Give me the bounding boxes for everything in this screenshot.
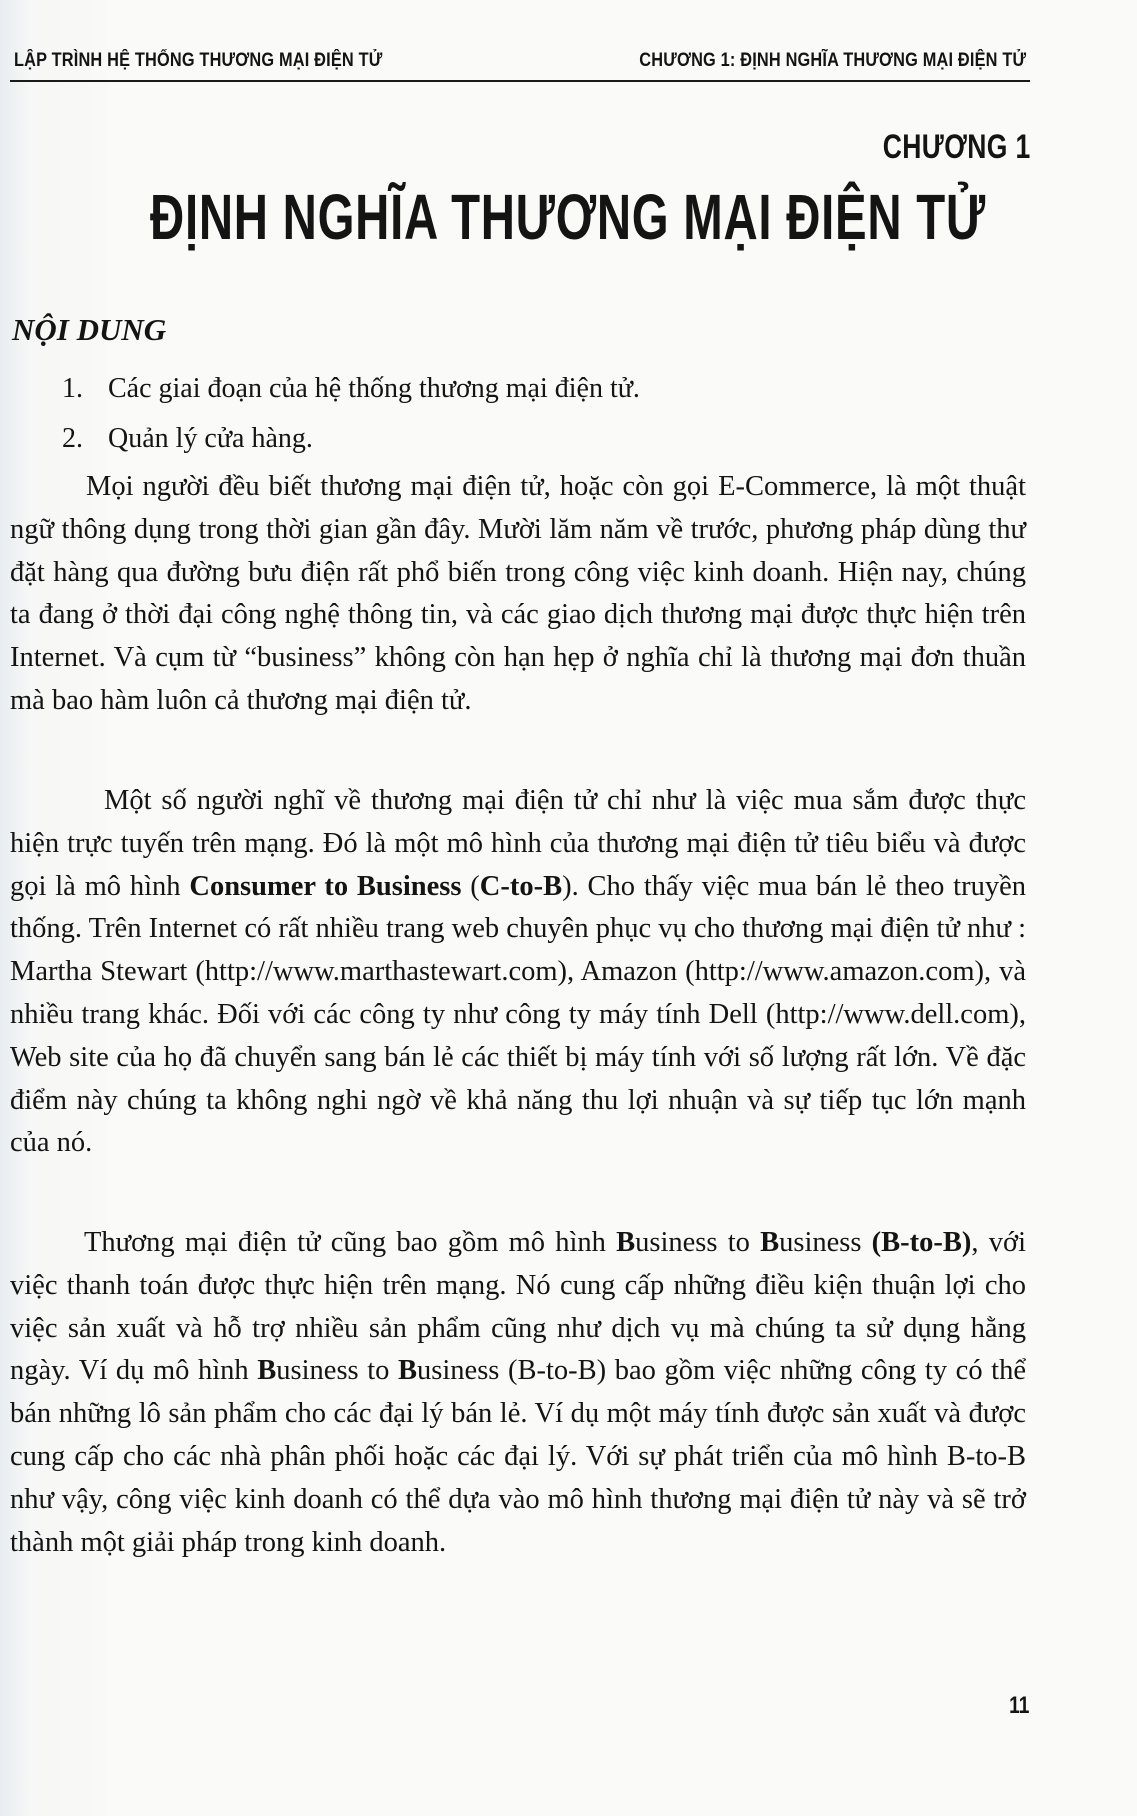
section-heading: NỘI DUNG bbox=[12, 312, 167, 347]
bold-term: (B-to-B) bbox=[871, 1227, 972, 1258]
paragraph-2 bbox=[10, 780, 1026, 1165]
header-rule bbox=[10, 80, 1030, 82]
running-header bbox=[14, 50, 1026, 72]
bold-term: C-to-B bbox=[479, 870, 563, 902]
paragraph-text: usiness bbox=[779, 1227, 872, 1258]
chapter-title: ĐỊNH NGHĨA THƯƠNG MẠI ĐIỆN TỬ bbox=[150, 181, 986, 253]
chapter-label: CHƯƠNG 1 bbox=[883, 128, 1031, 166]
list-item-text: Các giai đoạn của hệ thống thương mại điện tử. bbox=[108, 373, 640, 404]
paragraph-text: ). Cho thấy việc mua bán lẻ theo truyền thống. Trên Internet có rất nhiều trang web chuyên phục vụ cho thương mại điện tử như : Martha Stewart (http://www.marthastewart.com), Amazon (http://www.amazon.com), và nhiều trang khác. Đối với các công ty như công ty máy tính Dell (http://www.dell.com), Web site của họ đã chuyển sang bán lẻ các thiết bị máy tính với số lượng rất lớn. Về đặc điểm này chúng ta không nghi ngờ về khả năng thu lợi nhuận và sự tiếp tục lớn mạnh của nó. bbox=[10, 870, 1026, 1159]
list-item-text: Quản lý cửa hàng. bbox=[108, 423, 313, 454]
header-chapter-title: CHƯƠNG 1: ĐỊNH NGHĨA THƯƠNG MẠI ĐIỆN TỬ bbox=[639, 50, 1027, 71]
bold-letter: B bbox=[760, 1227, 780, 1258]
list-item bbox=[62, 414, 640, 464]
paragraph-text: usiness to bbox=[635, 1227, 761, 1258]
paragraph-text: usiness to bbox=[276, 1355, 399, 1387]
paragraph-1: Mọi người đều biết thương mại điện tử, hoặc còn gọi E-Commerce, là một thuật ngữ thông dụng trong thời gian gần đây. Mười lăm năm về trước, phương pháp dùng thư đặt hàng qua đường bưu điện rất phổ biến trong công việc kinh doanh. Hiện nay, chúng ta đang ở thời đại công nghệ thông tin, và các giao dịch thương mại được thực hiện trên Internet. Và cụm từ “business” không còn hạn hẹp ở nghĩa chỉ là thương mại đơn thuần mà bao hàm luôn cả thương mại điện tử. bbox=[10, 471, 1026, 716]
bold-term: Consumer to Business bbox=[189, 870, 462, 902]
bold-letter: B bbox=[398, 1355, 418, 1387]
page-number: 11 bbox=[1008, 1692, 1029, 1719]
bold-letter: B bbox=[616, 1227, 636, 1258]
header-book-title: LẬP TRÌNH HỆ THỐNG THƯƠNG MẠI ĐIỆN TỬ bbox=[14, 50, 383, 71]
paragraph-text: ( bbox=[461, 870, 480, 902]
bold-letter: B bbox=[257, 1355, 277, 1387]
paragraph-3 bbox=[10, 1222, 1026, 1564]
paragraph-text: , với việc thanh toán được thực hiện trên mạng. Nó cung cấp những điều kiện thuận lợi cho việc sản xuất và hỗ trợ nhiều sản phẩm cũng như dịch vụ mà chúng ta sử dụng hằng ngày. Ví dụ mô hình bbox=[10, 1227, 1026, 1387]
list-item-number: 2. bbox=[62, 423, 83, 454]
paragraph-text: Một số người nghĩ về thương mại điện tử chỉ như là việc mua sắm được thực hiện trực tuyến trên mạng. Đó là một mô hình của thương mại điện tử tiêu biểu và được gọi là mô hình bbox=[10, 785, 1026, 902]
contents-list bbox=[62, 364, 640, 464]
list-item-number: 1. bbox=[62, 373, 83, 404]
paragraph-text: Thương mại điện tử cũng bao gồm mô hình bbox=[84, 1227, 617, 1258]
paragraph-text: usiness (B-to-B) bao gồm việc những công ty có thể bán những lô sản phẩm cho các đại lý bán lẻ. Ví dụ một máy tính được sản xuất và được cung cấp cho các nhà phân phối hoặc các đại lý. Với sự phát triển của mô hình B-to-B như vậy, công việc kinh doanh có thể dựa vào mô hình thương mại điện tử này và sẽ trở thành một giải pháp trong kinh doanh. bbox=[10, 1355, 1027, 1558]
list-item bbox=[62, 364, 640, 414]
